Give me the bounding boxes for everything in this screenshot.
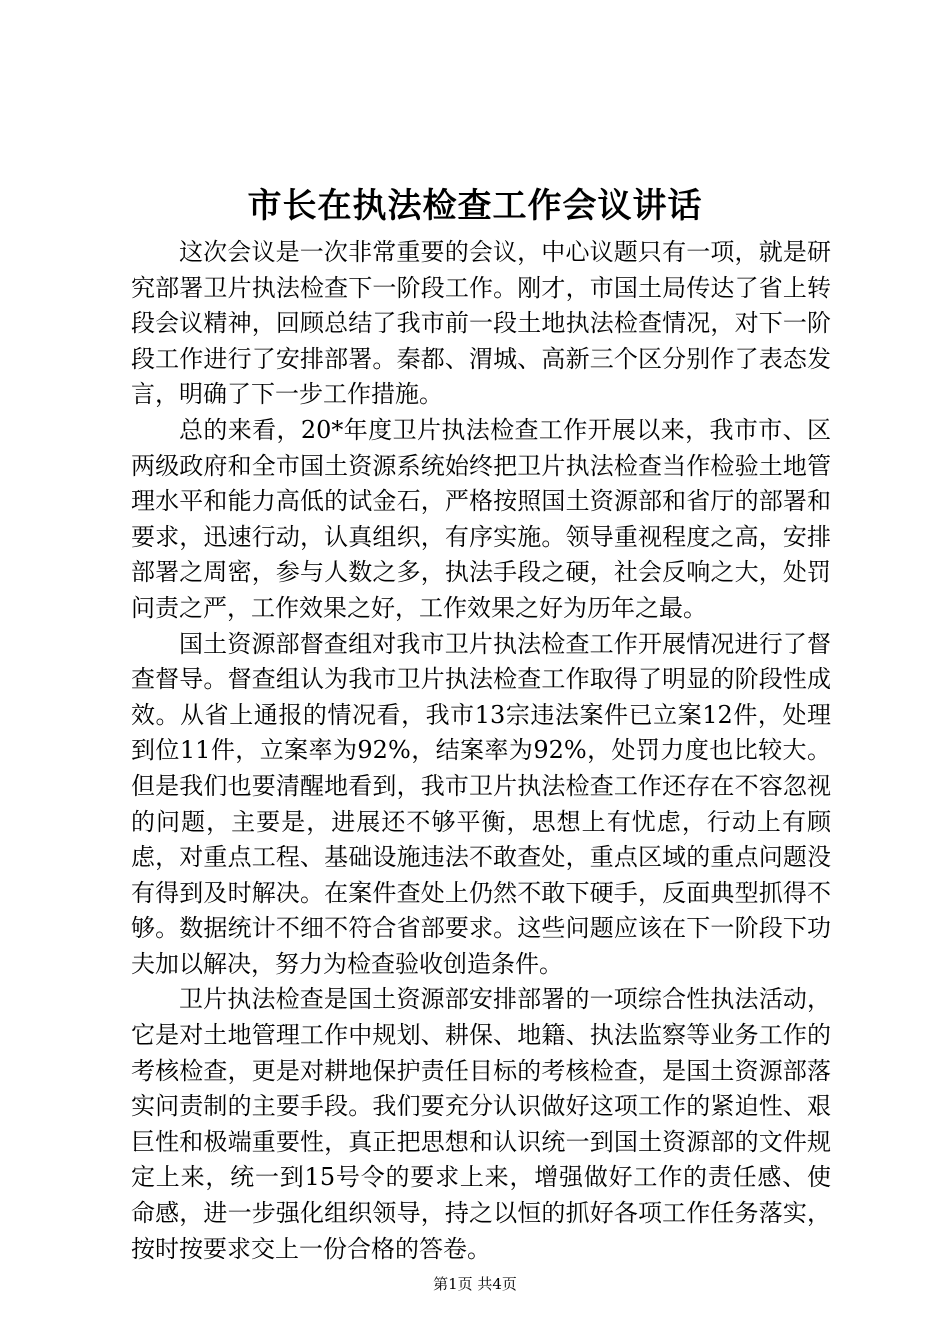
paragraph-1: 这次会议是一次非常重要的会议，中心议题只有一项，就是研究部署卫片执法检查下一阶段工作。刚才，市国土局传达了省上转段会议精神，回顾总结了我市前一段土地执法检查情况，对下一阶段工作进行了安排部署。秦都、渭城、高新三个区分别作了表态发言，明确了下一步工作措施。 [131, 238, 831, 409]
document-body [131, 235, 831, 1267]
paragraph-2: 总的来看，20*年度卫片执法检查工作开展以来，我市市、区两级政府和全市国土资源系统始终把卫片执法检查当作检验土地管理水平和能力高低的试金石，严格按照国土资源部和省厅的部署和要求，迅速行动，认真组织，有序实施。领导重视程度之高，安排部署之周密，参与人数之多，执法手段之硬，社会反响之大，处罚问责之严，工作效果之好，工作效果之好为历年之最。 [131, 415, 831, 622]
paragraph-3: 国土资源部督查组对我市卫片执法检查工作开展情况进行了督查督导。督查组认为我市卫片执法检查工作取得了明显的阶段性成效。从省上通报的情况看，我市13宗违法案件已立案12件，处理到位11件，立案率为92%，结案率为92%，处罚力度也比较大。但是我们也要清醒地看到，我市卫片执法检查工作还存在不容忽视的问题，主要是，进展还不够平衡，思想上有忧虑，行动上有顾虑，对重点工程、基础设施违法不敢查处，重点区域的重点问题没有得到及时解决。在案件查处上仍然不敢下硬手，反面典型抓得不够。数据统计不细不符合省部要求。这些问题应该在下一阶段下功夫加以解决，努力为检查验收创造条件。 [131, 629, 831, 978]
document-title: 市长在执法检查工作会议讲话 [247, 186, 703, 226]
paragraph-4: 卫片执法检查是国土资源部安排部署的一项综合性执法活动，它是对土地管理工作中规划、耕保、地籍、执法监察等业务工作的考核检查，更是对耕地保护责任目标的考核检查，是国土资源部落实问责制的主要手段。我们要充分认识做好这项工作的紧迫性、艰巨性和极端重要性，真正把思想和认识统一到国土资源部的文件规定上来，统一到15号令的要求上来，增强做好工作的责任感、使命感，进一步强化组织领导，持之以恒的抓好各项工作任务落实，按时按要求交上一份合格的答卷。 [131, 985, 831, 1263]
page-number-footer: 第1页 共4页 [433, 1275, 517, 1293]
